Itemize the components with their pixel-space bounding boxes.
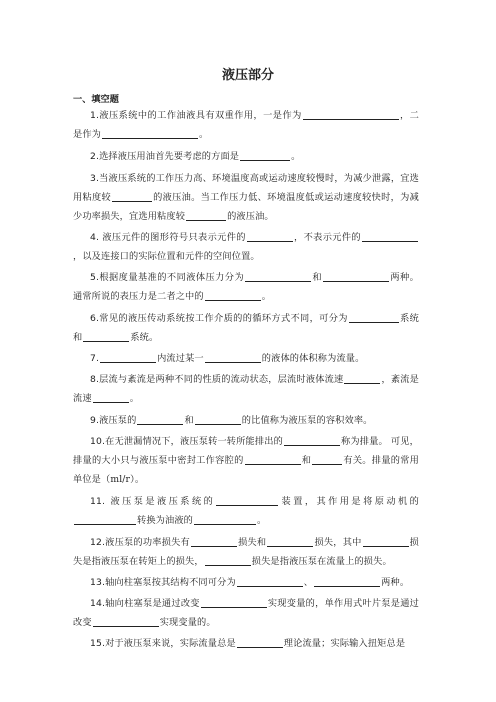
question-8: 8.层流与紊流是两种不同的性质的流动状态，层流时液体流速 ，紊流是流速 。	[73, 374, 419, 404]
answer-blank[interactable]	[74, 514, 136, 525]
answer-blank[interactable]	[205, 555, 251, 566]
answer-blank[interactable]	[205, 352, 261, 363]
answer-blank[interactable]	[237, 576, 303, 587]
answer-blank[interactable]	[323, 271, 389, 282]
question-4: 4. 液压元件的图形符号只表示元件的 ，不表示元件的，以及连接口的实际位置和元件的空间位置。	[73, 228, 419, 266]
question-11: 11. 液压泵是液压系统的 装置，其作用是将原动机的转换为油液的 。	[73, 492, 419, 530]
answer-blank[interactable]	[83, 331, 129, 342]
answer-blank[interactable]	[363, 536, 409, 547]
answer-blank[interactable]	[284, 435, 340, 446]
page-title: 液压部分	[221, 68, 274, 83]
answer-blank[interactable]	[247, 231, 293, 242]
question-12: 12.液压泵的功率损失有 损失和 损失，其中 损失是指液压泵在转矩上的损失， 损失是指液压泵在流量上的损失。	[73, 537, 420, 567]
question-15: 15.对于液压泵来说，实际流量总是 理论流量；实际输入扭矩总是	[90, 638, 406, 649]
question-1: 1.液压系统中的工作油液具有双重作用，一是作为 ，二是作为 。	[73, 110, 419, 140]
question-5: 5.根据度量基准的不同液体压力分为 和 两种。通常所说的表压力是二者之中的 。	[73, 272, 420, 302]
answer-blank[interactable]	[245, 271, 311, 282]
answer-blank[interactable]	[245, 454, 301, 465]
answer-blank[interactable]	[93, 616, 159, 627]
question-9: 9.液压泵的 和 的比值称为液压泵的容积效率。	[90, 415, 373, 426]
answer-blank[interactable]	[201, 597, 267, 608]
question-14: 14.轴向柱塞泵是通过改变 实现变量的，单作用式叶片泵是通过改变 实现变量的。	[73, 598, 420, 628]
answer-blank[interactable]	[191, 536, 237, 547]
section-heading: 一、填空题	[73, 94, 119, 105]
question-2: 2.选择液压用油首先要考虑的方面是 。	[90, 151, 301, 162]
answer-blank[interactable]	[267, 536, 313, 547]
answer-blank[interactable]	[194, 514, 256, 525]
answer-blank[interactable]	[349, 312, 399, 323]
answer-blank[interactable]	[186, 210, 226, 221]
question-13: 13.轴向柱塞泵按其结构不同可分为 、 两种。	[90, 577, 410, 588]
question-7: 7. 内流过某一 的液体的体积称为流量。	[90, 353, 365, 364]
answer-blank[interactable]	[314, 576, 380, 587]
question-6: 6.常见的液压传动系统按工作介质的的循环方式不同，可分为 系统和 系统。	[73, 313, 419, 343]
answer-blank[interactable]	[93, 392, 129, 403]
answer-blank[interactable]	[312, 454, 342, 465]
answer-blank[interactable]	[205, 290, 261, 301]
answer-blank[interactable]	[112, 191, 152, 202]
question-10: 10.在无泄漏情况下，液压泵转一转所能排出的 称为排量。 可见，排量的大小只与液压泵中密封工作容腔的 和 有关。排量的常用单位是（ml/r）。	[73, 436, 420, 485]
answer-blank[interactable]	[344, 373, 380, 384]
answer-blank[interactable]	[237, 637, 283, 648]
answer-blank[interactable]	[362, 231, 418, 242]
answer-blank[interactable]	[102, 128, 198, 139]
answer-blank[interactable]	[137, 414, 183, 425]
answer-blank[interactable]	[195, 414, 241, 425]
answer-blank[interactable]	[240, 150, 290, 161]
answer-blank[interactable]	[100, 352, 156, 363]
question-3: 3.当液压系统的工作压力高、环境温度高或运动速度较慢时，为减少泄露，宜选用粘度较 的液压油。当工作压力低、环境温度低或运动速度较快时，为减少功率损失，宜选用粘度较 的液压油。	[73, 173, 419, 222]
answer-blank[interactable]	[216, 495, 278, 506]
answer-blank[interactable]	[303, 109, 399, 120]
